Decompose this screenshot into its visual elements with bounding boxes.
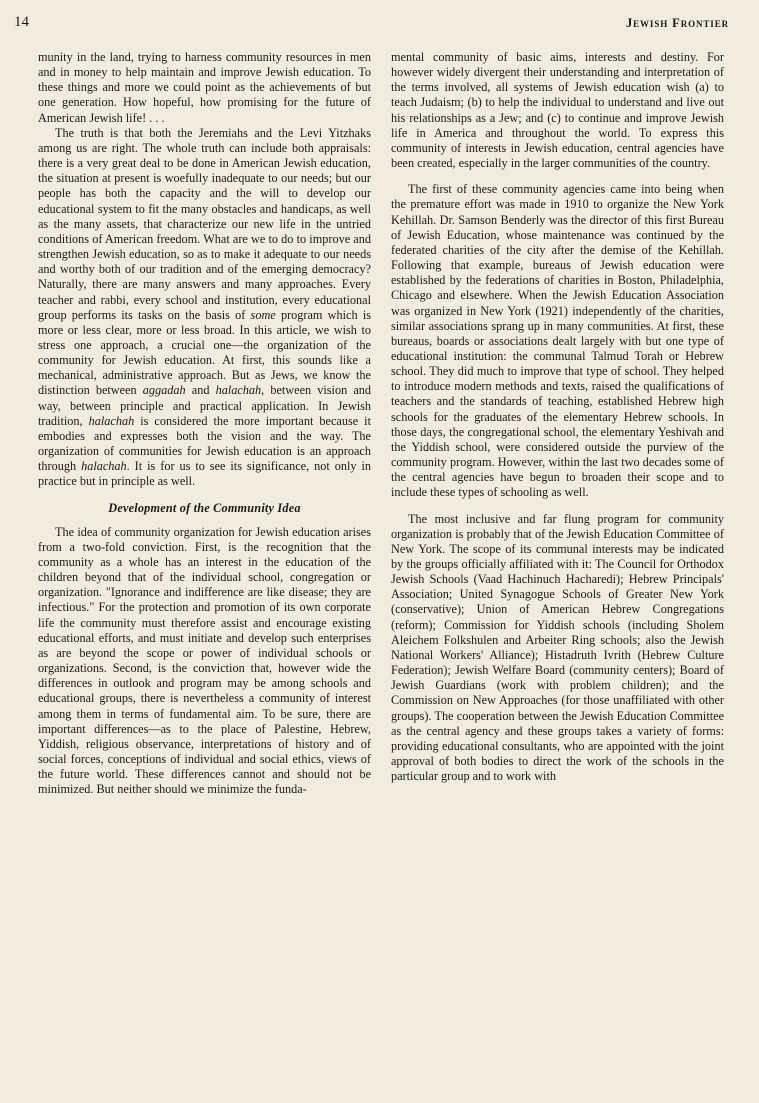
text-run: program which is more or less clear, more or less broad. In this article, we wish to stress one approach, a crucial one—the organization of the community for Jewish education. At first, this sounds like a mechanical, administrative approach. But as Jews, we know the distinction between — [38, 307, 371, 398]
left-column — [38, 50, 371, 798]
text-run: , between vision and way, between principle and practical application. In Jewish tradition, — [38, 383, 372, 428]
italic-term: aggadah — [142, 383, 186, 398]
page-header — [0, 14, 759, 36]
text-run: . It is for us to see its significance, not only in practice but in principle as well. — [38, 459, 371, 489]
text-run: and — [185, 383, 216, 398]
right-column — [391, 50, 724, 784]
paragraph: munity in the land, trying to harness community resources in men and in money to help maintain and improve Jewish education. To these things and more we could point as the achievements of but one generation. How hopeful, how promising for the future of American Jewish life! . . . — [38, 50, 371, 125]
paragraph: The first of these community agencies came into being when the premature effort was made in 1910 to organize the New York Kehillah. Dr. Samson Benderly was the director of this first Bureau of Jewish Education, whose maintenance was continued by the federated charities of the city after the demise of the Kehillah. Following that example, bureaus of Jewish education were established by the federations of charities in Boston, Philadelphia, Chicago and elsewhere. When the Jewish Education Association was organized in New York (1921) independently of the charities, similar associations sprang up in many communities. At first, these bureaus, boards or associations dealt largely with but one type of educational institution: the communal Talmud Torah or Hebrew school. They did much to improve that type of school. They helped to introduce modern methods and texts, raised the qualifications of teachers and the standards of teaching, established Hebrew high schools for the graduates of the elementary Hebrew schools. In those days, the congregational school, the elementary Yeshivah and the Yiddish school, were considered outside the purview of the community program. However, within the last two decades some of the central agencies have begun to broaden their scope and to include these types of schooling as well. — [391, 182, 724, 500]
paragraph-gap — [391, 171, 724, 182]
article-body — [0, 50, 759, 1103]
italic-term: halachah — [88, 413, 135, 428]
italic-term: halachah — [81, 459, 127, 474]
italic-term: halachah — [215, 383, 262, 398]
paragraph — [38, 126, 371, 490]
page-number: 14 — [14, 14, 29, 30]
paragraph-gap — [391, 501, 724, 512]
paragraph: The idea of community organization for Jewish education arises from a two-fold conviction. First, is the recognition that the community as a whole has an interest in the education of the children beyond that of the individual school, congregation or organization. "Ignorance and indifference are like disease; they are infectious." For the protection and promotion of its own corporate life the community must therefore assist and encourage existing educational efforts, and must initiate and develop such enterprises as are beyond the scope or power of individual schools or organizations. Second, is the conviction that, however wide the differences in outlook and program may be among schools and educational groups, there is nevertheless a community of interest among them in terms of fundamental aim. To be sure, there are important differences—as to the place of Palestine, Hebrew, Yiddish, religious observance, interpretations of history and of social forces, conceptions of individual and social ethics, views of the future world. These differences cannot and should not be minimized. But neither should we minimize the funda- — [38, 524, 371, 797]
text-run: is considered the more important because it embodies and expresses both the vision and the way. The organization of communities for Jewish education is an approach through — [38, 413, 371, 474]
text-run: The truth is that both the Jeremiahs and the Levi Yitzhaks among us are right. The whole truth can include both appraisals: there is a very great deal to be done in American Jewish education, the situation at present is woefully inadequate to our needs; but our people has both the capacity and the will to develop our educational system to fit the many obstacles and handicaps, as well as the many assets, that characterize our new life in the untried conditions of American freedom. What are we to do to improve and strengthen Jewish education, so as to make it adequate to our needs and worthy both of our tradition and of the emerging democracy? Naturally, there are many answers and many approaches. Every teacher and rabbi, every school and institution, every educational group performs its tasks on the basis of — [38, 125, 371, 322]
running-head: Jewish Frontier — [625, 16, 729, 30]
section-subheading: Development of the Community Idea — [108, 500, 301, 515]
paragraph: mental community of basic aims, interests and destiny. For however widely divergent their understanding and interpretation of the terms involved, all systems of Jewish education wish (a) to teach Judaism; (b) to help the individual to understand and live out his relationships as a Jew; and (c) to continue and improve Jewish life in America and throughout the world. To express this community of interests in Jewish education, central agencies have been created, especially in the larger communities of the country. — [391, 50, 724, 171]
paragraph: The most inclusive and far flung program for community organization is probably that of the Jewish Education Committee of New York. The scope of its communal interests may be indicated by the groups officially affiliated with it: The Council for Orthodox Jewish Schools (Vaad Hachinuch Hacharedi); Hebrew Principals' Association; United Synagogue Schools of Greater New York (conservative); Union of American Hebrew Congregations (reform); Commission for Yiddish schools (including Sholem Aleichem Folkshulen and Arbeiter Ring schools; also the Jewish National Workers' Alliance); Histadruth Ivrith (Hebrew Culture Federation); Jewish Welfare Board (community centers); Board of Jewish Guardians (work with problem children); and the Commission on New Approaches (for those unaffiliated with other groups). The cooperation between the Jewish Education Committee as the central agency and these groups takes a variety of forms: providing educational consultants, who are appointed with the joint approval of both bodies to direct the work of the schools in the particular group and to work with — [391, 511, 724, 784]
italic-term: some — [250, 307, 276, 322]
